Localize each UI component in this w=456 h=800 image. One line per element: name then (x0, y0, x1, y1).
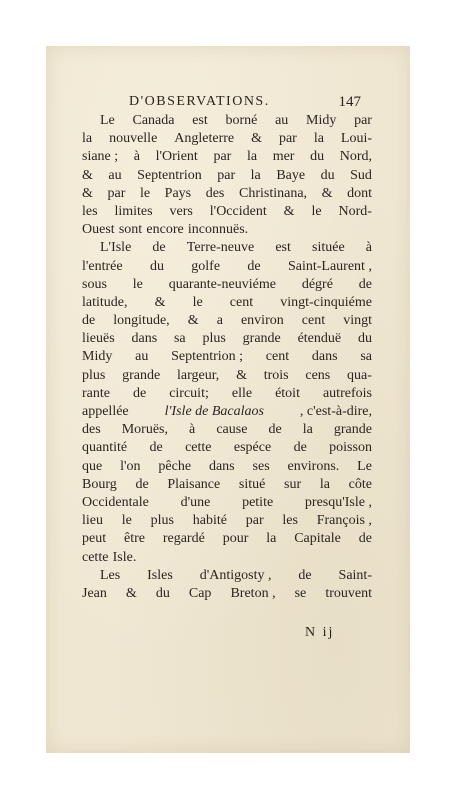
word: François , (316, 513, 372, 529)
running-header (129, 94, 361, 114)
text-line (82, 294, 372, 312)
word: de (135, 476, 149, 492)
word: la (313, 131, 324, 147)
word: Septentrion (137, 167, 202, 183)
word: la (82, 131, 93, 147)
word: circuit; (169, 385, 209, 401)
word: mer (272, 149, 295, 165)
word: trouvent (325, 585, 372, 601)
word: sont (118, 222, 143, 238)
text-line (82, 148, 372, 166)
text-line (82, 185, 372, 203)
word: autrefois (322, 385, 372, 401)
word: environs. (287, 458, 340, 474)
word: Saint-Laurent , (287, 258, 372, 274)
word: sur (284, 476, 302, 492)
text-line (82, 167, 372, 185)
word: longitude, (113, 313, 170, 329)
word: dégré (301, 276, 333, 292)
word: dans (131, 331, 158, 347)
word: & (125, 585, 137, 601)
word: dans (311, 349, 338, 365)
word: elle (231, 385, 253, 401)
word: Midy (306, 113, 337, 128)
word: plus (82, 367, 106, 383)
word: sous (82, 276, 107, 292)
text-line (82, 367, 372, 385)
word: habité (192, 513, 227, 529)
word: siane ; (82, 149, 119, 165)
word: le (139, 185, 151, 201)
word: par (213, 149, 232, 165)
word: , c'est-à-dire, (299, 404, 372, 419)
word: Les (100, 567, 121, 583)
text-line (82, 385, 372, 403)
word: Canada (132, 113, 175, 128)
word: grande (333, 422, 372, 438)
text-line (82, 276, 372, 294)
word: grande (242, 331, 281, 347)
word: la (250, 167, 261, 183)
text-line (82, 239, 372, 257)
word: à (189, 422, 196, 438)
word: & (321, 185, 333, 201)
word: ses (252, 458, 270, 474)
word: plus (150, 513, 174, 529)
word: Isle. (112, 549, 137, 565)
text-line (82, 567, 372, 585)
word: les (282, 513, 298, 529)
word: Sud (350, 167, 372, 183)
word: dont (347, 185, 372, 201)
word: nouvelle (109, 131, 158, 147)
word: lieuës (82, 331, 115, 347)
text-line (82, 203, 372, 221)
word: étoit (275, 385, 300, 401)
word: Jean (82, 585, 107, 601)
word: borné (225, 113, 258, 128)
word: de (358, 531, 372, 547)
word: la (302, 422, 313, 438)
word: les (82, 203, 98, 219)
word: sa (173, 331, 186, 347)
word: poisson (329, 440, 372, 456)
word: cent (301, 313, 326, 329)
word: d'une (180, 494, 211, 510)
word: vingt (343, 313, 372, 329)
word: Breton , (230, 585, 276, 601)
word: qua- (347, 367, 372, 383)
word: Loui- (340, 131, 372, 147)
word: de (268, 422, 282, 438)
word: appellée (82, 404, 129, 419)
word: de (152, 240, 166, 256)
word: de (358, 276, 372, 292)
signature-mark: N ij (305, 625, 335, 640)
word: environ (240, 313, 284, 329)
word: inconnuës. (187, 222, 249, 238)
word: Occidentale (82, 494, 149, 510)
word: Bourg (82, 476, 117, 492)
word: cause (216, 422, 248, 438)
word: Christinana, (238, 185, 308, 201)
text-line (82, 130, 372, 148)
word: dans (208, 458, 235, 474)
word: d'Antigosty , (199, 567, 272, 583)
word: de (293, 440, 307, 456)
word: latitude, (82, 294, 128, 310)
text-line (82, 439, 372, 457)
word: lieu (82, 513, 103, 529)
word: & (251, 131, 262, 147)
word: Isles (147, 567, 173, 583)
word: Saint- (338, 567, 372, 583)
word: golfe (191, 258, 221, 274)
word: Le (357, 458, 372, 474)
word: Capitale (294, 531, 341, 547)
word: étenduë (297, 331, 342, 347)
word: au (135, 349, 149, 365)
word: quantité (82, 440, 128, 456)
word: est (275, 240, 291, 256)
word: se (294, 585, 307, 601)
word: par (217, 167, 236, 183)
word: encore (146, 222, 184, 238)
word: de (132, 385, 147, 401)
word: de (247, 258, 261, 274)
word: cent (229, 294, 254, 310)
word: que (82, 458, 103, 474)
text-line (82, 330, 372, 348)
word: de (149, 440, 163, 456)
word: au (108, 167, 122, 183)
word: Baye (276, 167, 306, 183)
word: Nord- (338, 203, 372, 219)
word: le (121, 513, 132, 529)
page-number: 147 (338, 94, 361, 110)
word: grande (122, 367, 161, 383)
word: sa (360, 349, 372, 365)
text-line (82, 421, 372, 439)
word: & (236, 367, 247, 383)
word: petite (242, 494, 274, 510)
word: Nord, (339, 149, 372, 165)
word: cette (82, 549, 109, 565)
word: & (82, 167, 93, 183)
word: cette (185, 440, 212, 456)
running-title: D'OBSERVATIONS. (129, 94, 270, 109)
word: le (311, 203, 322, 219)
word: la (319, 476, 330, 492)
word: a (216, 313, 223, 329)
word: largeur, (176, 367, 220, 383)
word: par (107, 185, 126, 201)
word: situé (238, 476, 266, 492)
word: & (154, 294, 166, 310)
word: peut (82, 531, 107, 547)
text-line (82, 403, 372, 421)
word: du (149, 258, 164, 274)
word: l'on (120, 458, 141, 474)
text-line (82, 585, 372, 603)
word: Plaisance (167, 476, 221, 492)
word: de (82, 313, 96, 329)
word: par (278, 131, 297, 147)
word: & (187, 313, 199, 329)
text-line (82, 549, 372, 567)
word: Ouest (82, 222, 115, 238)
word: Cap (188, 585, 212, 601)
italic-phrase: l'Isle de Bacalaos (164, 404, 264, 419)
word: cens (305, 367, 331, 383)
word: au (275, 113, 289, 128)
text-line (82, 258, 372, 276)
word: cent (265, 349, 290, 365)
word: vers (169, 203, 193, 219)
word: trois (263, 367, 289, 383)
word: le (132, 276, 143, 292)
word: Moruës, (121, 422, 168, 438)
word: pêche (158, 458, 192, 474)
word: du (155, 585, 170, 601)
word: limites (114, 203, 153, 219)
text-line (82, 312, 372, 330)
word: du (320, 167, 335, 183)
word: l'Orient (155, 149, 198, 165)
text-line (82, 458, 372, 476)
word: regardé (162, 531, 205, 547)
word: presqu'Isle , (304, 494, 372, 510)
word: la (246, 149, 258, 165)
word: pour (222, 531, 249, 547)
text-line (82, 494, 372, 512)
word: située (312, 240, 345, 256)
word: le (192, 294, 203, 310)
word: Le (100, 113, 115, 128)
word: par (354, 113, 372, 128)
word: par (245, 513, 264, 529)
text-line (82, 348, 372, 366)
word: Angleterre (174, 131, 235, 147)
word: plus (202, 331, 226, 347)
word: la (266, 531, 277, 547)
word: côte (348, 476, 372, 492)
text-line (82, 221, 372, 239)
word: & (82, 185, 93, 201)
text-line (82, 512, 372, 530)
word: & (283, 203, 295, 219)
word: être (123, 531, 145, 547)
word: à (365, 240, 372, 256)
word: des (205, 185, 225, 201)
word: est (192, 113, 208, 128)
word: Pays (164, 185, 192, 201)
word: l'Occident (209, 203, 267, 219)
word: des (82, 422, 101, 438)
word: de (298, 567, 312, 583)
word: vingt-cinquiéme (280, 294, 372, 310)
word: Septentrion ; (171, 349, 244, 365)
word: du (357, 331, 372, 347)
text-line (82, 112, 372, 130)
word: à (133, 149, 140, 165)
word: quarante-neuviéme (168, 276, 276, 292)
body-text (82, 112, 372, 603)
word: l'entrée (82, 258, 123, 274)
word: L'Isle (100, 240, 132, 256)
word: Terre-neuve (186, 240, 255, 256)
word: Midy (82, 349, 113, 365)
text-line (82, 530, 372, 548)
text-line (82, 476, 372, 494)
word: du (310, 149, 325, 165)
word: espéce (233, 440, 272, 456)
word: rante (82, 385, 110, 401)
